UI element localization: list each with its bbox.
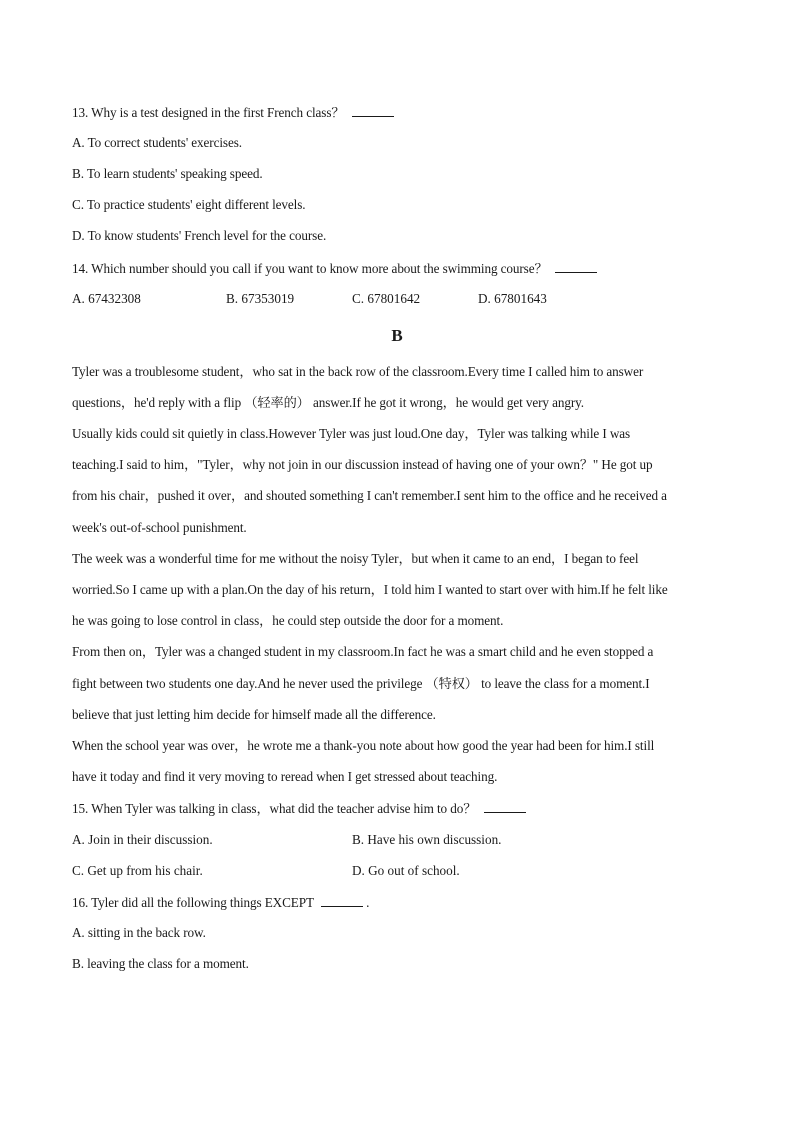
option-15-a: A. Join in their discussion.	[72, 832, 213, 847]
question-16	[72, 894, 369, 911]
passage-line: teaching.I said to him，"Tyler，why not join in our discussion instead of having one of your own？" He got up	[72, 457, 653, 472]
option-15-b: B. Have his own discussion.	[352, 832, 502, 847]
passage-line: believe that just letting him decide for himself made all the difference.	[72, 707, 436, 722]
answer-blank	[555, 260, 597, 273]
option-15-d: D. Go out of school.	[352, 863, 460, 878]
passage-line: When the school year was over，he wrote me a thank-you note about how good the year had been for him.I still	[72, 738, 655, 753]
section-b-heading: B	[391, 326, 403, 345]
option-13-d: D. To know students' French level for the course.	[72, 228, 327, 243]
passage-line: fight between two students one day.And he never used the privilege （特权） to leave the class for a moment.I	[72, 676, 650, 691]
answer-blank	[352, 104, 394, 117]
question-13	[72, 104, 394, 121]
question-13-stem: 13. Why is a test designed in the first French class？	[72, 105, 345, 120]
passage-line: Usually kids could sit quietly in class.However Tyler was just loud.One day，Tyler was talking while I was	[72, 426, 631, 441]
passage-line: The week was a wonderful time for me without the noisy Tyler，but when it came to an end，I began to feel	[72, 551, 639, 566]
question-14-stem: 14. Which number should you call if you want to know more about the swimming course？	[72, 261, 548, 276]
option-13-b: B. To learn students' speaking speed.	[72, 166, 263, 181]
question-15-stem: 15. When Tyler was talking in class，what did the teacher advise him to do？	[72, 801, 477, 816]
passage-line: From then on，Tyler was a changed student in my classroom.In fact he was a smart child and he even stopped a	[72, 644, 654, 659]
question-15	[72, 800, 526, 817]
passage-line: from his chair，pushed it over，and shouted something I can't remember.I sent him to the office and he received a	[72, 488, 667, 503]
option-15-c: C. Get up from his chair.	[72, 863, 203, 878]
passage-line: week's out-of-school punishment.	[72, 520, 247, 535]
option-13-a: A. To correct students' exercises.	[72, 135, 242, 150]
question-14	[72, 260, 597, 277]
option-14-d: D. 67801643	[478, 291, 547, 306]
answer-blank	[484, 800, 526, 813]
question-16-stem-end: .	[366, 895, 370, 910]
passage-line: he was going to lose control in class，he could step outside the door for a moment.	[72, 613, 504, 628]
option-14-a: A. 67432308	[72, 291, 141, 306]
passage-line: have it today and find it very moving to reread when I get stressed about teaching.	[72, 769, 498, 784]
passage-line: worried.So I came up with a plan.On the day of his return，I told him I wanted to start over with him.If he felt like	[72, 582, 668, 597]
option-16-a: A. sitting in the back row.	[72, 925, 206, 940]
option-14-c: C. 67801642	[352, 291, 421, 306]
passage-line: questions，he'd reply with a flip （轻率的） answer.If he got it wrong，he would get very angry.	[72, 395, 584, 410]
answer-blank	[321, 894, 363, 907]
passage-line: Tyler was a troublesome student，who sat in the back row of the classroom.Every time I called him to answer	[72, 364, 644, 379]
question-16-stem: 16. Tyler did all the following things EXCEPT	[72, 895, 314, 910]
option-13-c: C. To practice students' eight different levels.	[72, 197, 306, 212]
option-16-b: B. leaving the class for a moment.	[72, 956, 249, 971]
option-14-b: B. 67353019	[226, 291, 295, 306]
